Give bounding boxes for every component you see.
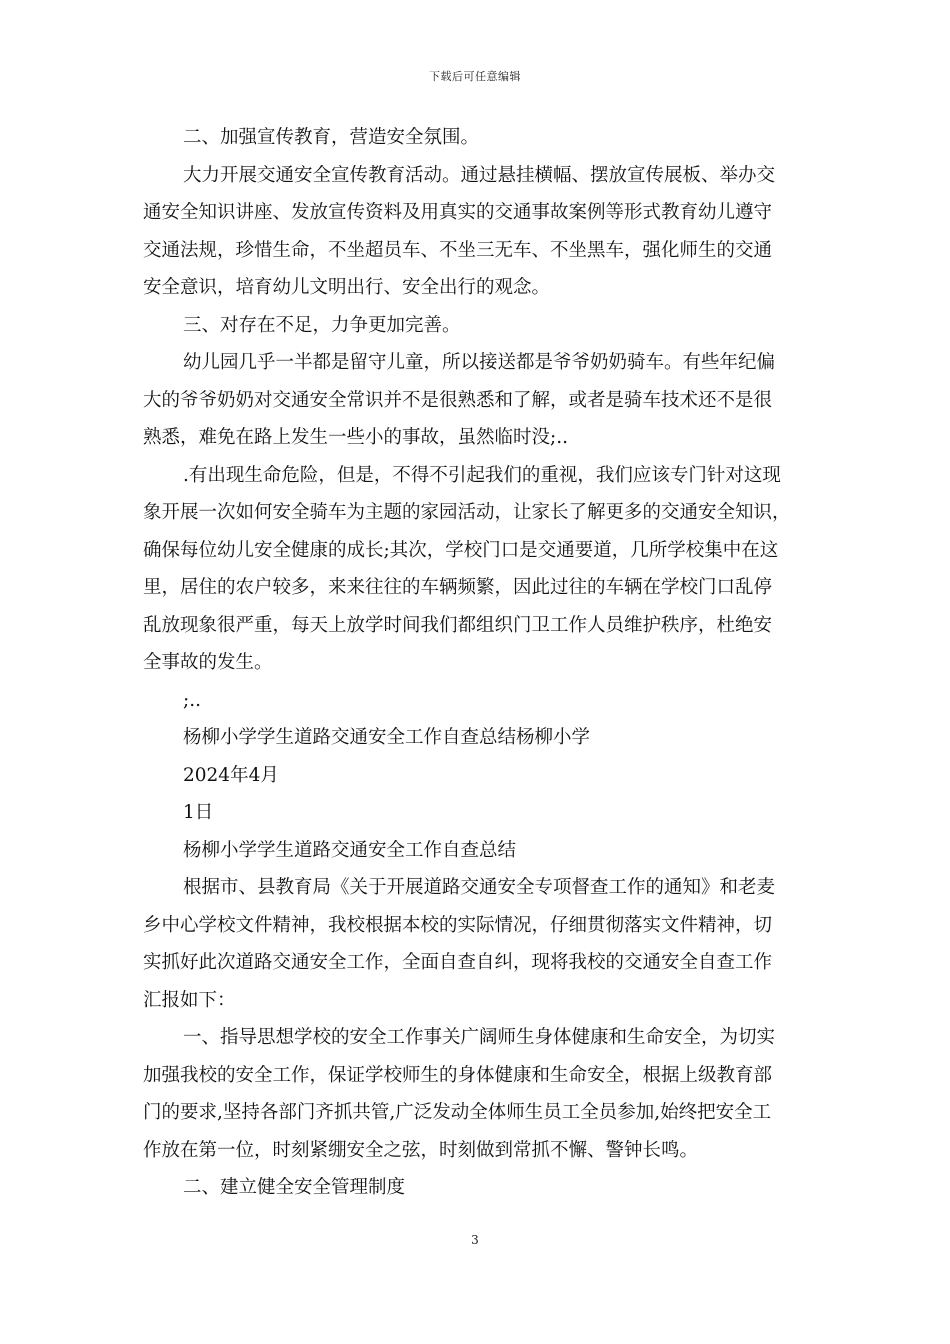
text-line: 1日 [183,802,214,823]
text-line: 确保每位幼儿安全健康的成长;其次，学校门口是交通要道，几所学校集中在这 [143,539,779,561]
document-body [143,119,819,1207]
text-line: 通安全知识讲座、发放宣传资料及用真实的交通事故案例等形式教育幼儿遵守 [143,202,773,223]
text-line: 根据市、县教育局《关于开展道路交通安全专项督查工作的通知》和老麦 [183,877,776,898]
page-header: 下载后可任意编辑 [429,70,521,83]
text-line: 大力开展交通安全宣传教育活动。通过悬挂横幅、摆放宣传展板、举办交 [183,164,776,186]
text-line: 实抓好此次道路交通安全工作，全面自查自纠，现将我校的交通安全自查工作 [143,952,773,973]
text-line: 杨柳小学学生道路交通安全工作自查总结 [183,839,517,861]
text-line: 里，居住的农户较多，来来往往的车辆频繁，因此过往的车辆在学校门口乱停 [143,577,773,598]
text-line: 幼儿园几乎一半都是留守儿童，所以接送都是爷爷奶奶骑车。有些年纪偏 [183,352,776,373]
text-line: 象开展一次如何安全骑车为主题的家园活动，让家长了解更多的交通安全知识， [143,502,791,523]
text-line: 二、建立健全安全管理制度 [183,1177,406,1198]
text-line: 交通法规，珍惜生命，不坐超员车、不坐三无车、不坐黑车，强化师生的交通 [143,239,773,261]
text-line: 杨柳小学学生道路交通安全工作自查总结杨柳小学 [183,727,591,748]
text-line: 三、对存在不足，力争更加完善。 [183,314,461,336]
text-line: 作放在第一位，时刻紧绷安全之弦，时刻做到常抓不懈、警钟长鸣。 [143,1139,699,1161]
text-line: 熟悉，难免在路上发生一些小的事故，虽然临时没;.. [143,427,568,448]
text-line: 安全意识，培育幼儿文明出行、安全出行的观念。 [143,277,551,298]
text-line: 大的爷爷奶奶对交通安全常识并不是很熟悉和了解，或者是骑车技术还不是很 [143,389,773,411]
text-line: 一、指导思想学校的安全工作事关广阔师生身体健康和生命安全，为切实 [183,1027,776,1048]
text-line: 门的要求,坚持各部门齐抓共管,广泛发动全体师生员工全员参加,始终把安全工 [143,1102,772,1123]
text-line: 加强我校的安全工作，保证学校师生的身体健康和生命安全，根据上级教育部 [143,1064,773,1086]
text-line: 二、加强宣传教育，营造安全氛围。 [183,127,480,148]
text-line: .有出现生命危险，但是，不得不引起我们的重视，我们应该专门针对这现 [183,464,781,486]
text-line: 全事故的发生。 [143,652,273,673]
text-line: 乱放现象很严重，每天上放学时间我们都组织门卫工作人员维护秩序，杜绝安 [143,614,773,636]
text-line: 汇报如下： [143,989,236,1011]
text-line: 2024年4月 [183,764,279,786]
text-line: 乡中心学校文件精神，我校根据本校的实际情况，仔细贯彻落实文件精神，切 [143,914,773,936]
text-line: ;.. [183,689,201,711]
page-number: 3 [471,1233,479,1247]
